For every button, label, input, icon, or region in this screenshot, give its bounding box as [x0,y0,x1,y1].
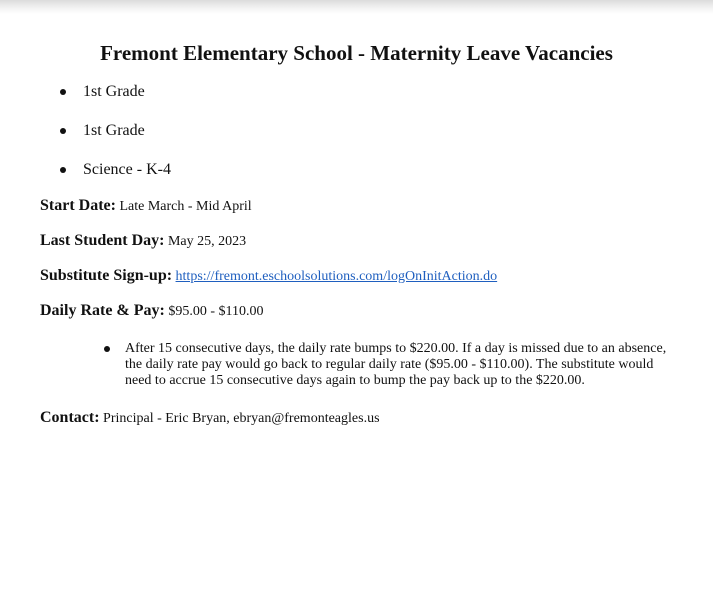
pay-value: $95.00 - $110.00 [168,304,264,319]
list-item [60,82,171,121]
position-label: 1st Grade [83,122,145,139]
contact-field [40,409,380,427]
signup-field [40,267,497,285]
start-date-value: Late March - Mid April [119,199,252,214]
list-item [104,341,679,389]
bullet-icon [104,346,110,352]
last-day-value: May 25, 2023 [167,234,247,249]
pay-note-list [104,341,679,389]
pay-field [40,302,264,320]
pay-label: Daily Rate & Pay: [40,302,165,319]
last-day-label: Last Student Day: [40,232,165,249]
page-title: Fremont Elementary School - Maternity Leave Vacancies [100,41,613,65]
signup-label: Substitute Sign-up: [40,267,173,284]
bullet-icon [60,128,66,134]
contact-value: Principal - Eric Bryan, ebryan@fremonteagles.us [103,411,380,426]
position-list [60,82,171,199]
pay-note-text: After 15 consecutive days, the daily rate bumps to $220.00. If a day is missed due to an absence, the daily rate pay would go back to regular daily rate ($95.00 - $110.00). The substitute would need to accrue 15 consecutive days again to bump the pay back up to the $220.00. [125,341,667,388]
bullet-icon [60,167,66,173]
position-label: Science - K-4 [83,161,171,178]
signup-link[interactable]: https://fremont.eschoolsolutions.com/logOnInitAction.do [175,269,498,284]
contact-label: Contact: [40,409,100,426]
list-item [60,160,171,199]
position-label: 1st Grade [83,83,145,100]
start-date-label: Start Date: [40,197,116,214]
list-item [60,121,171,160]
start-date-field [40,197,252,215]
bullet-icon [60,89,66,95]
last-day-field [40,232,246,250]
